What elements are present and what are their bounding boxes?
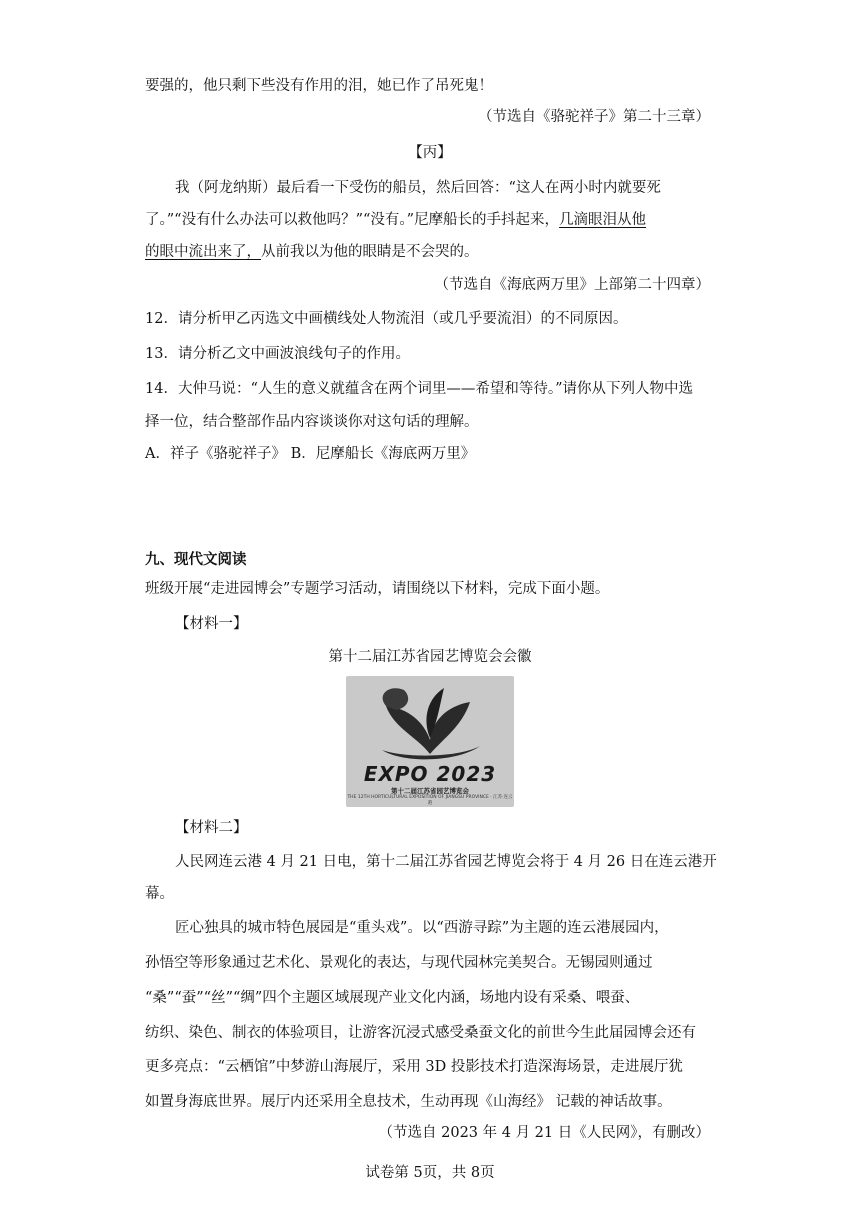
text-line: 如置身海底世界。展厅内还采用全息技术，生动再现《山海经》 记载的神话故事。 <box>145 1094 672 1110</box>
source-note: （节选自 2023 年 4 月 21 日《人民网》，有删改） <box>378 1125 710 1141</box>
text-span: 从前我以为他的眼睛是不会哭的。 <box>261 244 479 260</box>
text-span: 了。”“没有什么办法可以救他吗？”“没有。”尼摩船长的手抖起来， <box>145 212 560 228</box>
material-2-label: 【材料二】 <box>175 820 248 836</box>
text-line: 幕。 <box>145 886 174 902</box>
question-14-cont: 择一位，结合整部作品内容谈谈你对这句话的理解。 <box>145 414 479 430</box>
text-line: 纺织、染色、制衣的体验项目，让游客沉浸式感受桑蚕文化的前世今生此届园博会还有 <box>145 1025 696 1041</box>
text-line <box>145 210 646 230</box>
text-line: 我（阿龙纳斯）最后看一下受伤的船员，然后回答：“这人在两小时内就要死 <box>175 180 661 196</box>
page-footer: 试卷第 5页，共 8页 <box>365 1165 495 1181</box>
underlined-text: 的眼中流出来了， <box>145 244 261 260</box>
question-14: 14．大仲马说：“人生的意义就蕴含在两个词里——希望和等待。”请你从下列人物中选 <box>145 381 694 397</box>
logo-wordmark: EXPO 2023 <box>363 762 497 786</box>
question-12: 12．请分析甲乙丙选文中画横线处人物流泪（或几乎要流泪）的不同原因。 <box>145 311 628 327</box>
question-13: 13．请分析乙文中画波浪线句子的作用。 <box>145 346 410 362</box>
logo-subtitle-en: THE 12TH HORTICULTURAL EXPOSITION OF JIANGSU PROVINCE · 江苏·连云港 <box>347 795 513 806</box>
text-line: 要强的，他只剩下些没有作用的泪，她已作了吊死鬼！ <box>145 78 493 94</box>
logo-subtitle: 第十二届江苏省园艺博览会 <box>391 787 469 795</box>
section-intro: 班级开展“走进园博会”专题学习活动，请围绕以下材料，完成下面小题。 <box>145 581 610 597</box>
expo-logo-image <box>346 676 514 807</box>
source-note: （节选自《海底两万里》上部第二十四章） <box>434 277 710 293</box>
source-note: （节选自《骆驼祥子》第二十三章） <box>478 109 710 125</box>
section-heading-bing: 【丙】 <box>408 145 452 161</box>
text-line: 匠心独具的城市特色展园是“重头戏”。以“西游寻踪”为主题的连云港展园内， <box>175 920 669 936</box>
logo-caption: 第十二届江苏省园艺博览会会徽 <box>328 649 532 665</box>
text-line <box>145 242 479 262</box>
text-line: 更多亮点：“云栖馆”中梦游山海展厅，采用 3D 投影技术打造深海场景，走进展厅犹 <box>145 1059 683 1075</box>
section-9-heading: 九、现代文阅读 <box>145 551 247 568</box>
text-line: 人民网连云港 4 月 21 日电，第十二届江苏省园艺博览会将于 4 月 26 日在连云港开 <box>175 854 717 870</box>
question-14-options: A．祥子《骆驼祥子》 B．尼摩船长《海底两万里》 <box>145 446 476 462</box>
text-line: 孙悟空等形象通过艺术化、景观化的表达，与现代园林完美契合。无锡园则通过 <box>145 955 653 971</box>
text-line: “桑”“蚕”“丝”“绸”四个主题区域展现产业文化内涵，场地内设有采桑、喂蚕、 <box>145 990 640 1006</box>
material-1-label: 【材料一】 <box>175 616 248 632</box>
underlined-text: 几滴眼泪从他 <box>559 212 647 228</box>
